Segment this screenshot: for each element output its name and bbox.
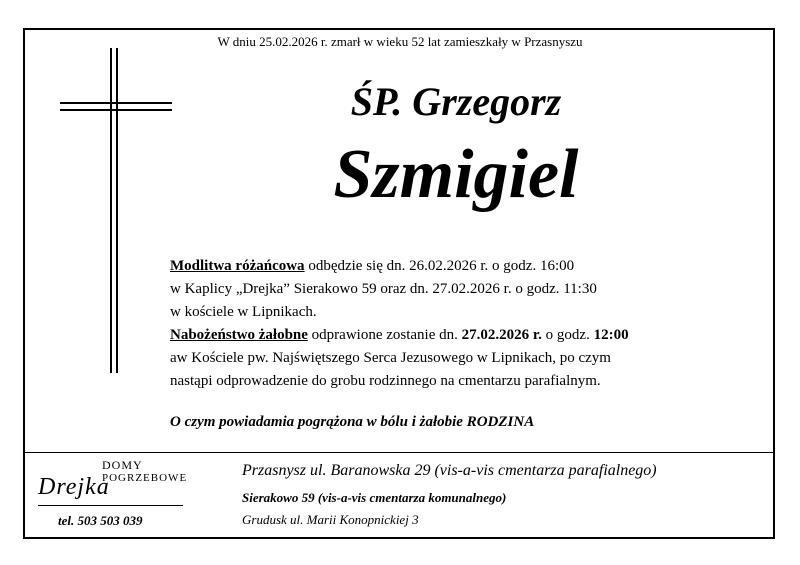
mass-line-1 bbox=[170, 324, 629, 347]
logo-name: Drejka bbox=[38, 474, 110, 500]
mass-text-b: o godz. bbox=[541, 327, 594, 343]
logo-top-text: DOMY bbox=[102, 458, 143, 472]
logo-mid-text: POGRZEBOWE bbox=[102, 472, 188, 484]
closing-text: O czym powiadamia pogrążona w bólu i żałobie RODZINA bbox=[170, 414, 535, 430]
intro-text: W dniu 25.02.2026 r. zmarł w wieku 52 lat zamieszkały w Przasnyszu bbox=[217, 34, 583, 49]
mass-text-a: odprawione zostanie dn. bbox=[307, 327, 462, 343]
deceased-title: ŚP. Grzegorz bbox=[350, 79, 562, 124]
footer-divider bbox=[25, 452, 773, 453]
logo-rule bbox=[38, 505, 183, 506]
mass-label: Nabożeństwo żałobne bbox=[170, 327, 308, 343]
address-przasnysz: Przasnysz ul. Baranowska 29 (vis-a-vis cmentarza parafialnego) bbox=[242, 462, 657, 479]
address-grudusk: Grudusk ul. Marii Konopnickiej 3 bbox=[242, 512, 419, 527]
address-sierakowo: Sierakowo 59 (vis-a-vis cmentarza komunalnego) bbox=[242, 490, 507, 505]
rosary-label: Modlitwa różańcowa bbox=[170, 258, 305, 274]
ceremony-details bbox=[170, 255, 629, 393]
rosary-text: odbędzie się dn. 26.02.2026 r. o godz. 16:00 bbox=[304, 258, 575, 274]
mass-line-3: nastąpi odprowadzenie do grobu rodzinnego na cmentarzu parafialnym. bbox=[170, 373, 601, 389]
rosary-line-2: w Kaplicy „Drejka” Sierakowo 59 oraz dn. 27.02.2026 r. o godz. 11:30 bbox=[170, 281, 597, 297]
funeral-home-logo bbox=[32, 458, 187, 530]
rosary-line-1 bbox=[170, 255, 629, 278]
mass-time: 12:00 bbox=[593, 327, 629, 343]
rosary-line-3: w kościele w Lipnikach. bbox=[170, 304, 317, 320]
phone-number: tel. 503 503 039 bbox=[58, 513, 143, 528]
mass-line-2: aw Kościele pw. Najświętszego Serca Jezusowego w Lipnikach, po czym bbox=[170, 350, 611, 366]
deceased-surname: Szmigiel bbox=[333, 136, 579, 213]
mass-date: 27.02.2026 r. bbox=[461, 327, 542, 343]
